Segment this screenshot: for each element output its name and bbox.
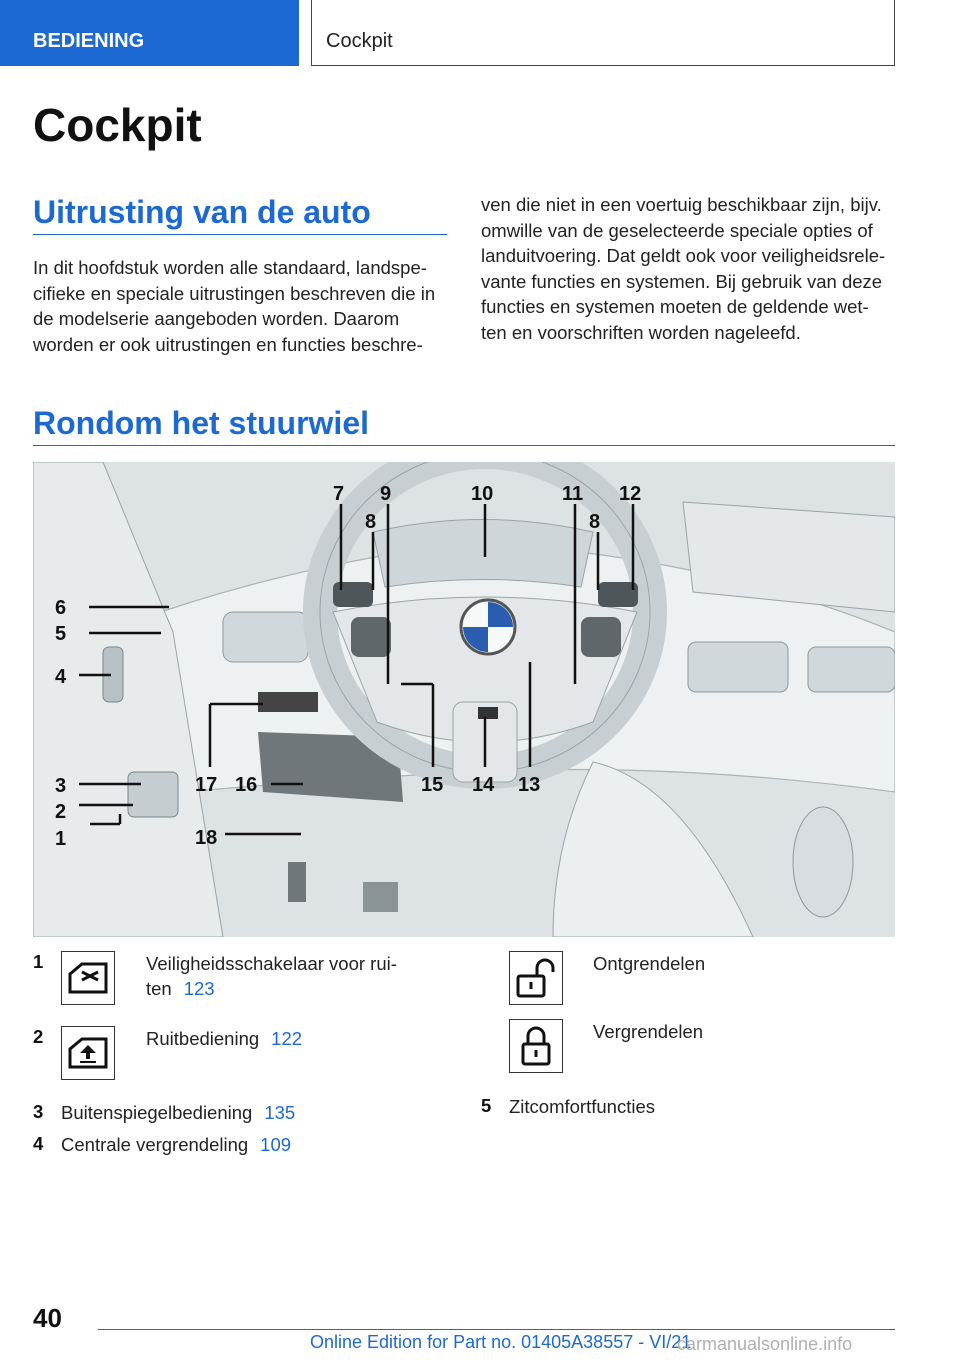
page-reference-link[interactable]: 109: [260, 1134, 292, 1155]
page-number: 40: [33, 1303, 62, 1333]
cockpit-drawing: [33, 462, 895, 937]
callout-label: 2: [55, 801, 67, 823]
legend-item-2: [146, 1026, 302, 1051]
watermark: carmanualsonline.info: [677, 1334, 853, 1354]
page-reference-link[interactable]: 122: [271, 1028, 303, 1049]
legend-label: Zitcomfortfuncties: [509, 1096, 655, 1117]
callout-label: 10: [471, 483, 494, 505]
callout-label: 17: [195, 774, 218, 796]
text-line: landuitvoering. Dat geldt ook voor veiligheidsrele-: [481, 245, 886, 266]
legend-item-5: [509, 1094, 655, 1119]
lock-icon: [510, 1020, 562, 1072]
legend-label: Centrale vergrendeling: [61, 1134, 249, 1155]
callout-label: 8: [365, 511, 377, 533]
page-title: Cockpit: [33, 99, 202, 151]
legend-label: Ontgrendelen: [593, 953, 706, 974]
legend-number: 3: [33, 1101, 44, 1122]
lock-icon: [509, 1019, 563, 1073]
legend-item-lock: [593, 1019, 703, 1044]
text-line: worden er ook uitrustingen en functies beschre-: [33, 333, 423, 355]
callout-label: 11: [562, 483, 584, 505]
text-line: omwille van de geselecteerde speciale opties of: [481, 219, 873, 241]
legend-item-1: [146, 951, 397, 1001]
section-tab-label: BEDIENING: [33, 30, 145, 52]
section-tab[interactable]: [0, 0, 299, 66]
chapter-tab[interactable]: [311, 0, 895, 66]
footer-rule: [98, 1329, 895, 1330]
section-heading-stuurwiel: Rondom het stuurwiel: [33, 405, 369, 441]
legend-label: Veiligheidsschakelaar voor rui-: [146, 953, 397, 974]
legend-number: 2: [33, 1026, 44, 1047]
page-reference-link[interactable]: 123: [183, 978, 215, 999]
legend-item-4: [61, 1132, 291, 1157]
callout-label: 3: [55, 775, 67, 797]
section-rule-2: [33, 445, 895, 446]
cockpit-illustration: [33, 462, 895, 937]
legend-label: ten: [146, 978, 172, 999]
callout-label: 1: [55, 828, 67, 850]
legend-label: Ruitbediening: [146, 1028, 260, 1049]
page-reference-link[interactable]: 135: [264, 1102, 296, 1123]
callout-label: 18: [195, 827, 218, 849]
legend-label: Buitenspiegelbediening: [61, 1102, 253, 1123]
text-line: functies en systemen moeten de geldende wet-: [481, 296, 869, 317]
callout-label: 14: [472, 774, 495, 796]
text-line: ven die niet in een voertuig beschikbaar zijn, bijv.: [481, 194, 882, 215]
chapter-tab-label: Cockpit: [326, 30, 393, 52]
callout-label: 5: [55, 623, 67, 645]
legend-number: 1: [33, 951, 44, 972]
callout-label: 6: [55, 597, 67, 619]
text-line: de modelserie aangeboden worden. Daarom: [33, 308, 400, 329]
window-safety-switch-icon: [62, 952, 114, 1004]
callout-label: 8: [589, 511, 601, 533]
text-line: cifieke en speciale uitrustingen beschreven die in: [33, 282, 436, 304]
text-line: vante functies en systemen. Bij gebruik van deze: [481, 270, 883, 292]
section-rule-1: [33, 234, 447, 235]
callout-label: 13: [518, 774, 541, 796]
unlock-icon: [510, 952, 562, 1004]
legend-item-3: [61, 1100, 295, 1125]
callout-label: 15: [421, 774, 444, 796]
legend-label: Vergrendelen: [593, 1021, 704, 1042]
section-heading-uitrusting: Uitrusting van de auto: [33, 194, 371, 230]
intro-column-2: [481, 192, 901, 345]
text-line: ten en voorschriften worden nageleefd.: [481, 321, 801, 343]
callout-label: 16: [235, 774, 258, 796]
callout-label: 12: [619, 483, 642, 505]
window-control-icon: [62, 1027, 114, 1079]
text-line: In dit hoofdstuk worden alle standaard, landspe-: [33, 257, 427, 278]
callout-label: 7: [333, 483, 345, 505]
unlock-icon: [509, 951, 563, 1005]
legend-item-unlock: [593, 951, 705, 976]
legend-number: 5: [481, 1095, 492, 1116]
intro-column-1: [33, 255, 453, 357]
window-safety-switch-icon: [61, 951, 115, 1005]
legend-number: 4: [33, 1133, 44, 1154]
edition-text: Online Edition for Part no. 01405A38557 - VI/21: [310, 1332, 692, 1352]
callout-label: 9: [380, 483, 392, 505]
callout-label: 4: [55, 666, 67, 688]
window-control-icon: [61, 1026, 115, 1080]
